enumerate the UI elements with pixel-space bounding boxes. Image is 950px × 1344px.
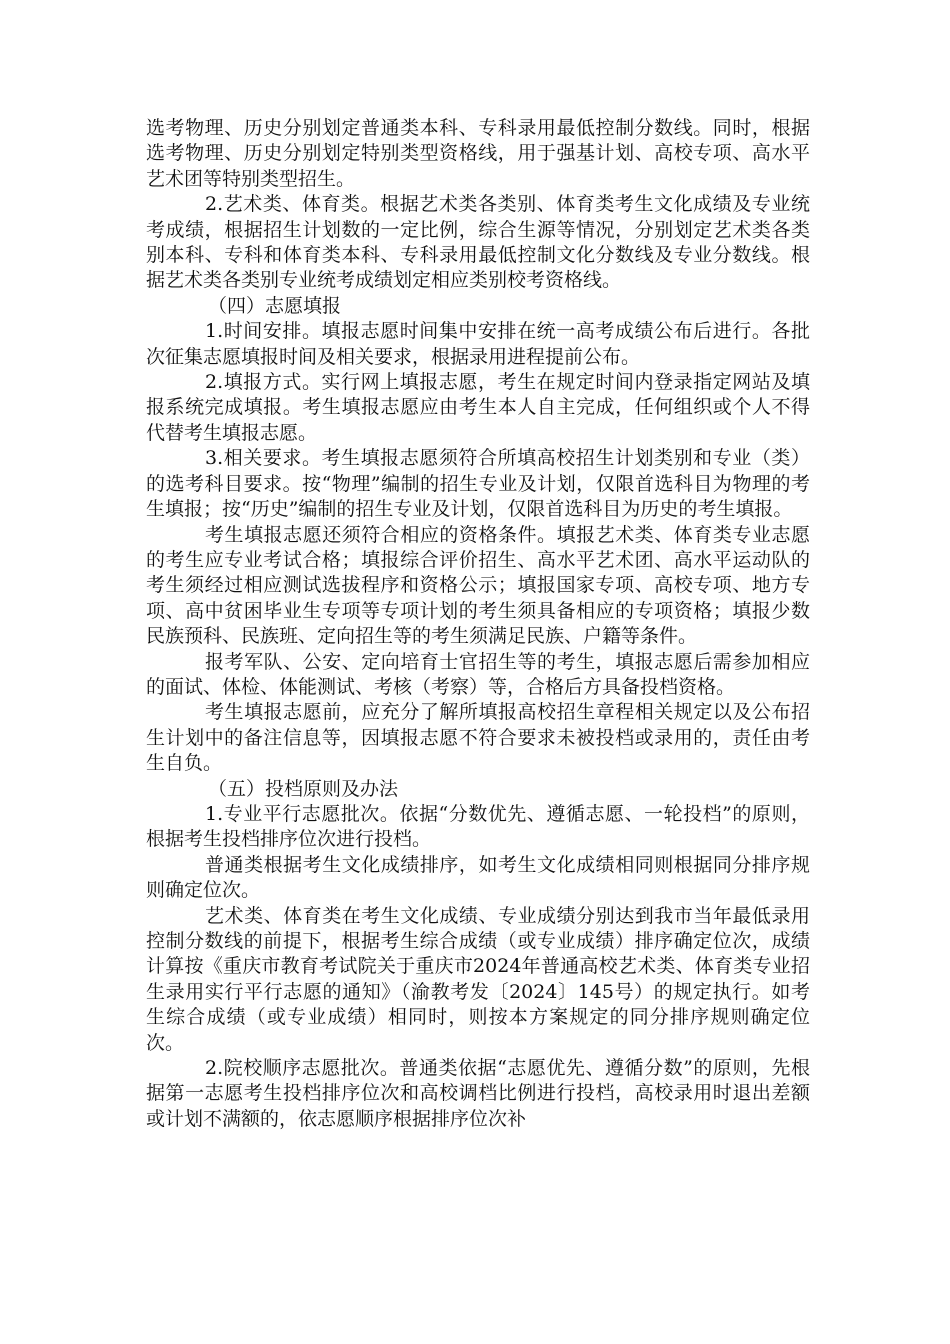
paragraph-time-arrangement: 1.时间安排。填报志愿时间集中安排在统一高考成绩公布后进行。各批次征集志愿填报时间及相关要求，根据录用进程提前公布。 (146, 320, 810, 368)
paragraph-related-requirements: 3.相关要求。考生填报志愿须符合所填高校招生计划类别和专业（类）的选考科目要求。按“物理”编制的招生专业及计划，仅限首选科目为物理的考生填报；按“历史”编制的招生专业及计划，仅限首选科目为历史的考生填报。 (146, 447, 810, 521)
paragraph-art-sports-ranking: 艺术类、体育类在考生文化成绩、专业成绩分别达到我市当年最低录用控制分数线的前提下，根据考生综合成绩（或专业成绩）排序确定位次，成绩计算按《重庆市教育考试院关于重庆市2024年普通高校艺术类、体育类专业招生录用实行平行志愿的通知》（渝教考发〔2024〕145号）的规定执行。如考生综合成绩（或专业成绩）相同时，则按本方案规定的同分排序规则确定位次。 (146, 904, 810, 1054)
paragraph-parallel-batch: 1.专业平行志愿批次。依据“分数优先、遵循志愿、一轮投档”的原则，根据考生投档排序位次进行投档。 (146, 802, 810, 851)
paragraph-score-lines-continued: 选考物理、历史分别划定普通类本科、专科录用最低控制分数线。同时，根据选考物理、历史分别划定特别类型资格线，用于强基计划、高校专项、高水平艺术团等特别类型招生。 (146, 117, 810, 190)
paragraph-filling-method: 2.填报方式。实行网上填报志愿，考生在规定时间内登录指定网站及填报系统完成填报。考生填报志愿应由考生本人自主完成，任何组织或个人不得代替考生填报志愿。 (146, 371, 810, 444)
section-heading-admission-principles: （五）投档原则及办法 (208, 777, 399, 800)
section-heading-volunteer-filling: （四）志愿填报 (208, 294, 342, 317)
paragraph-student-responsibility: 考生填报志愿前，应充分了解所填报高校招生章程相关规定以及公布招生计划中的备注信息等，因填报志愿不符合要求未被投档或录用的，责任由考生自负。 (146, 701, 810, 775)
paragraph-art-sports-lines: 2.艺术类、体育类。根据艺术类各类别、体育类考生文化成绩及专业统考成绩，根据招生计划数的一定比例，综合生源等情况，分别划定艺术类各类别本科、专科和体育类本科、专科录用最低控制文化分数线及专业分数线。根据艺术类各类别专业统考成绩划定相应类别校考资格线。 (146, 193, 810, 292)
paragraph-qualification-conditions: 考生填报志愿还须符合相应的资格条件。填报艺术类、体育类专业志愿的考生应专业考试合格；填报综合评价招生、高水平艺术团、高水平运动队的考生须经过相应测试选拔程序和资格公示；填报国家专项、高校专项、地方专项、高中贫困毕业生专项等专项计划的考生须具备相应的专项资格；填报少数民族预科、民族班、定向招生等的考生须满足民族、户籍等条件。 (146, 523, 810, 648)
paragraph-sequential-batch: 2.院校顺序志愿批次。普通类依据“志愿优先、遵循分数”的原则，先根据第一志愿考生投档排序位次和高校调档比例进行投档，高校录用时退出差额或计划不满额的，依志愿顺序根据排序位次补 (146, 1057, 810, 1130)
paragraph-general-ranking: 普通类根据考生文化成绩排序，如考生文化成绩相同则根据同分排序规则确定位次。 (146, 853, 810, 902)
paragraph-military-police: 报考军队、公安、定向培育士官招生等的考生，填报志愿后需参加相应的面试、体检、体能测试、考核（考察）等，合格后方具备投档资格。 (146, 650, 810, 698)
